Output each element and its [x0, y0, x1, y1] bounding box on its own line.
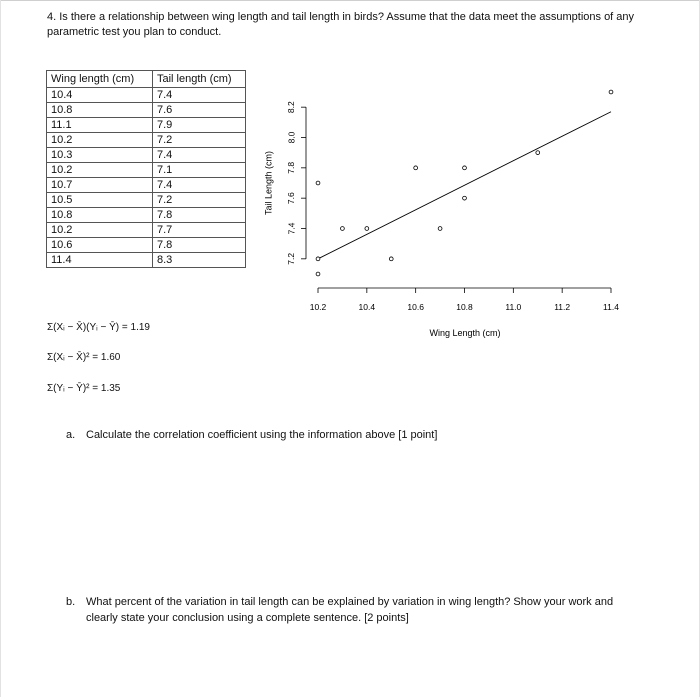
cell-wing-length: 11.4: [47, 253, 153, 268]
column-header-tail: Tail length (cm): [153, 71, 246, 88]
table-row: [47, 88, 246, 103]
part-b-text-line2: clearly state your conclusion using a complete sentence. [2 points]: [86, 612, 409, 624]
y-tick-label: 7.4: [286, 222, 297, 235]
part-a-text: Calculate the correlation coefficient using the information above [1 point]: [86, 429, 438, 441]
table-row: [47, 103, 246, 118]
data-point: [365, 227, 369, 231]
cell-tail-length: 7.8: [153, 238, 246, 253]
x-tick-label: 10.4: [358, 302, 376, 312]
table-row: [47, 223, 246, 238]
cell-wing-length: 10.6: [47, 238, 153, 253]
x-tick-label: 11.4: [603, 302, 619, 312]
part-b: [66, 594, 651, 626]
part-b-text-line1: What percent of the variation in tail length can be explained by variation in wing length? Show your work and: [86, 596, 614, 608]
cell-tail-length: 7.8: [153, 208, 246, 223]
sum-xy: [47, 322, 150, 334]
data-point: [316, 181, 320, 185]
data-point: [609, 90, 613, 94]
cell-tail-length: 7.9: [153, 118, 246, 133]
x-tick-label: 10.6: [407, 302, 424, 312]
sum-xx-text: Σ(Xᵢ − X̄)² = 1.60: [47, 352, 121, 363]
y-tick-label: 8.0: [286, 131, 297, 144]
sum-xy-text: Σ(Xᵢ − X̄)(Yᵢ − Ȳ) = 1.19: [47, 322, 150, 333]
cell-tail-length: 8.3: [153, 253, 246, 268]
table-row: [47, 163, 246, 178]
x-axis-title: Wing Length (cm): [429, 328, 501, 338]
regression-line: [318, 112, 611, 259]
x-tick-label: 11.0: [505, 302, 522, 312]
table-body: [47, 88, 246, 268]
page-top-border: [0, 0, 700, 1]
cell-wing-length: 10.7: [47, 178, 153, 193]
cell-wing-length: 10.2: [47, 163, 153, 178]
cell-wing-length: 10.8: [47, 103, 153, 118]
data-point: [463, 166, 467, 170]
data-point: [341, 227, 345, 231]
y-tick-label: 8.2: [286, 101, 297, 114]
part-b-label: b.: [66, 596, 76, 608]
data-table: [46, 70, 246, 268]
y-tick-label: 7.6: [286, 192, 297, 205]
cell-wing-length: 10.4: [47, 88, 153, 103]
part-a-label: a.: [66, 429, 76, 441]
data-point: [389, 257, 393, 261]
data-point: [414, 166, 418, 170]
sum-xx: [47, 352, 120, 364]
question-text: 4. Is there a relationship between wing length and tail length in birds? Assume that the data meet the assumptions of any parametric test you plan to conduct.: [47, 11, 635, 38]
table-row: [47, 253, 246, 268]
data-point: [463, 196, 467, 200]
y-tick-label: 7.8: [286, 161, 297, 174]
table-header-row: [47, 71, 246, 88]
cell-wing-length: 10.8: [47, 208, 153, 223]
y-axis-title: Tail Length (cm): [263, 150, 274, 216]
sum-yy-text: Σ(Yᵢ − Ȳ)² = 1.35: [47, 383, 121, 394]
table-row: [47, 238, 246, 253]
cell-wing-length: 11.1: [47, 118, 153, 133]
page-left-border: [0, 0, 1, 697]
table-row: [47, 133, 246, 148]
table-row: [47, 118, 246, 133]
cell-tail-length: 7.1: [153, 163, 246, 178]
data-point: [536, 151, 540, 155]
table-row: [47, 208, 246, 223]
cell-tail-length: 7.6: [153, 103, 246, 118]
plot-frame: [306, 84, 624, 282]
data-point: [316, 257, 320, 261]
column-header-wing: Wing length (cm): [47, 71, 153, 88]
scatter-plot: [255, 78, 635, 346]
cell-tail-length: 7.2: [153, 193, 246, 208]
data-point: [438, 227, 442, 231]
sum-yy: [47, 383, 120, 395]
x-tick-label: 10.2: [309, 302, 327, 312]
cell-wing-length: 10.2: [47, 223, 153, 238]
cell-tail-length: 7.4: [153, 148, 246, 163]
cell-tail-length: 7.4: [153, 88, 246, 103]
cell-tail-length: 7.7: [153, 223, 246, 238]
table-row: [47, 148, 246, 163]
cell-wing-length: 10.5: [47, 193, 153, 208]
cell-wing-length: 10.3: [47, 148, 153, 163]
part-a: [66, 428, 437, 443]
data-point: [316, 272, 320, 276]
table-row: [47, 193, 246, 208]
x-tick-label: 11.2: [554, 302, 571, 312]
x-tick-label: 10.8: [456, 302, 473, 312]
cell-tail-length: 7.4: [153, 178, 246, 193]
table-row: [47, 178, 246, 193]
cell-tail-length: 7.2: [153, 133, 246, 148]
y-tick-label: 7.2: [286, 252, 297, 265]
cell-wing-length: 10.2: [47, 133, 153, 148]
